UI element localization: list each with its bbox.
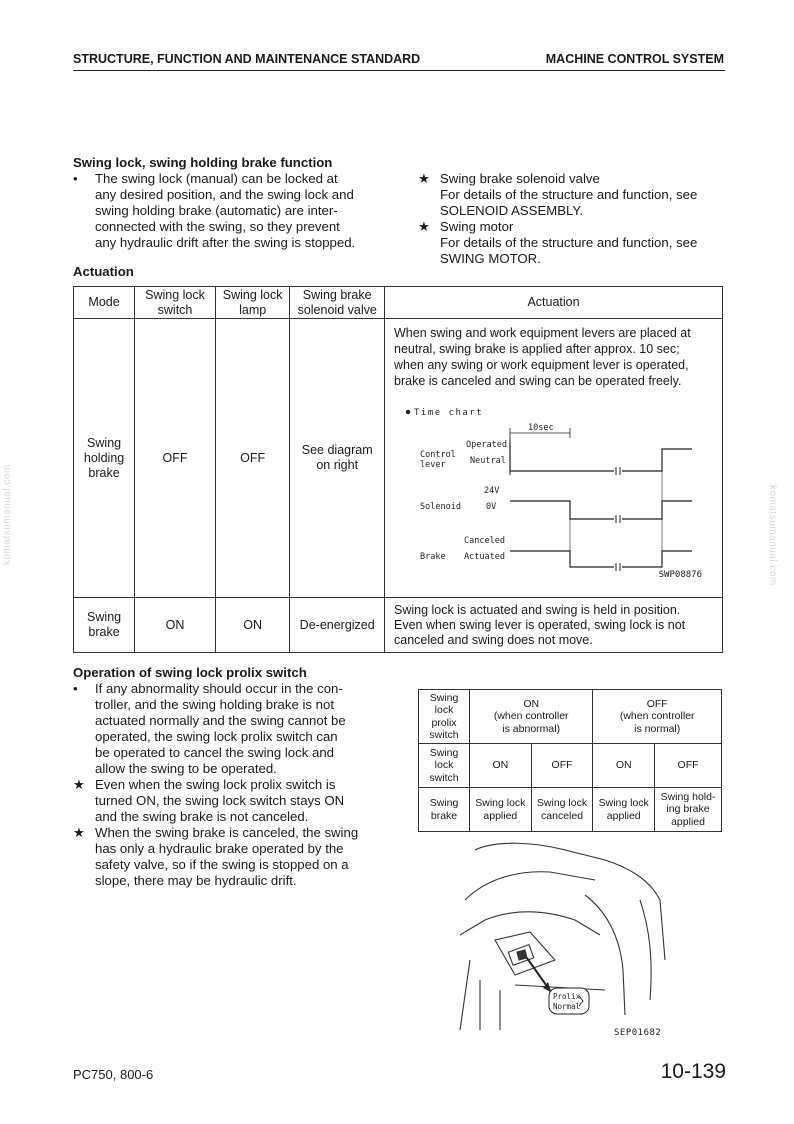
cell-switch: OFF	[135, 319, 216, 598]
text-line: Even when swing lever is operated, swing lock is not	[394, 617, 686, 632]
text-line: brake is canceled and swing can be operated freely.	[394, 374, 682, 388]
note-item: ★ When the swing brake is canceled, the swing has only a hydraulic brake operated by the safety valve, so if the swing is stopped on a slope, there may be hydraulic drift.	[73, 825, 359, 888]
cell-lamp: ON	[215, 598, 290, 653]
cell-actuation	[385, 598, 723, 653]
section-title: Operation of swing lock prolix switch	[73, 665, 307, 680]
prolix-switch-illustration	[455, 840, 675, 1040]
text-line: For details of the structure and function, see	[440, 235, 698, 250]
solenoid-label: Solenoid	[420, 502, 461, 512]
bullet-icon	[406, 410, 410, 414]
cell-off: OFF (when controller is normal)	[593, 690, 722, 744]
solenoid-signal	[510, 501, 614, 519]
chart-code: SWP08876	[658, 570, 702, 580]
header-switch: Swing lock switch	[135, 287, 216, 319]
text-line: connected with the swing, so they prevent	[95, 219, 340, 234]
table-cell: Swing lock canceled	[531, 788, 593, 832]
prolix-label: Prolix	[553, 992, 581, 1001]
text-line: SOLENOID ASSEMBLY.	[440, 203, 584, 218]
section-prolix	[73, 665, 383, 889]
star-mark: ★	[73, 777, 85, 792]
table-row	[419, 744, 722, 788]
table-row	[74, 598, 723, 653]
table-header-row	[74, 287, 723, 319]
row-label: Swing brake	[419, 788, 470, 832]
star-mark: ★	[73, 825, 85, 840]
text-line: swing holding brake (automatic) are inter-	[95, 203, 338, 218]
text-line: any desired position, and the swing lock and	[95, 187, 354, 202]
bullet-mark: •	[73, 171, 78, 186]
header-right: MACHINE CONTROL SYSTEM	[545, 52, 724, 66]
actuated-label: Actuated	[464, 552, 505, 562]
table-cell: Swing hold- ing brake applied	[655, 788, 722, 832]
text-line: Swing lock is actuated and swing is held in position.	[394, 602, 681, 617]
row-label: Swing lock prolix switch	[419, 690, 470, 744]
prolix-table	[418, 689, 722, 832]
table-row	[419, 788, 722, 832]
chart-title: Time chart	[414, 408, 484, 418]
text-line: When swing and work equipment levers are placed at	[394, 326, 691, 340]
time-chart	[394, 393, 714, 578]
control-lever-label: Control	[420, 450, 456, 460]
note-title: Swing brake solenoid valve	[440, 171, 600, 186]
actuation-heading: Actuation	[73, 264, 134, 279]
text-line: The swing lock (manual) can be locked at	[95, 171, 338, 186]
watermark-right: komatsumanual.com	[767, 485, 778, 586]
table-cell: Swing lock applied	[470, 788, 532, 832]
cell-mode: Swing brake	[74, 598, 135, 653]
section-swing-lock	[73, 155, 393, 251]
table-cell: OFF	[531, 744, 593, 788]
brake-signal	[510, 551, 614, 567]
star-mark: ★	[418, 219, 430, 234]
cell-switch: ON	[135, 598, 216, 653]
canceled-label: Canceled	[464, 536, 505, 546]
cell-valve: See diagram on right	[290, 319, 385, 598]
table-row	[419, 690, 722, 744]
table-cell: ON	[470, 744, 532, 788]
header-valve: Swing brake solenoid valve	[290, 287, 385, 319]
text-line: For details of the structure and function, see	[440, 187, 698, 202]
cell-mode: Swing holding brake	[74, 319, 135, 598]
cell-on: ON (when controller is abnormal)	[470, 690, 593, 744]
normal-label: Normal	[553, 1002, 581, 1011]
text-line: canceled and swing does not move.	[394, 632, 593, 647]
page-number: 10-139	[660, 1060, 726, 1083]
cell-actuation	[385, 319, 723, 598]
brake-label: Brake	[420, 552, 446, 562]
actuation-table	[73, 286, 723, 653]
text-line: SWING MOTOR.	[440, 251, 541, 266]
header-actuation: Actuation	[385, 287, 723, 319]
footer-model: PC750, 800-6	[73, 1067, 154, 1082]
text-line: any hydraulic drift after the swing is stopped.	[95, 235, 356, 250]
duration-label: 10sec	[528, 423, 554, 433]
v0-label: 0V	[486, 502, 497, 512]
header-mode: Mode	[74, 287, 135, 319]
text-line: neutral, swing brake is applied after approx. 10 sec;	[394, 342, 680, 356]
svg-text:lever: lever	[420, 460, 446, 470]
lever-signal	[510, 443, 614, 471]
table-cell: ON	[593, 744, 655, 788]
note-item	[418, 171, 728, 219]
note-item	[418, 219, 728, 267]
note-item: ★ Even when the swing lock prolix switch is turned ON, the swing lock switch stays ON and the swing brake is not canceled.	[73, 777, 345, 824]
header-left: STRUCTURE, FUNCTION AND MAINTENANCE STANDARD	[73, 52, 421, 66]
header-lamp: Swing lock lamp	[215, 287, 290, 319]
right-notes	[418, 171, 728, 267]
neutral-label: Neutral	[470, 456, 506, 466]
text-line: when any swing or work equipment lever is operated,	[394, 358, 689, 372]
watermark-left: komatsumanual.com	[2, 464, 13, 565]
bullet-mark: •	[73, 681, 78, 696]
section-title: Swing lock, swing holding brake function	[73, 155, 333, 170]
cell-lamp: OFF	[215, 319, 290, 598]
table-row	[74, 319, 723, 598]
note-title: Swing motor	[440, 219, 514, 234]
bullet-item	[73, 171, 393, 251]
header-rule	[73, 70, 725, 71]
table-cell: OFF	[655, 744, 722, 788]
row-label: Swing lock switch	[419, 744, 470, 788]
bullet-item: • If any abnormality should occur in the con- troller, and the swing holding brake is not actuated normally and the swing cannot be operated, the swing lock prolix switch can be operated to cancel the swing lock and allow the swing to be operated.	[73, 681, 346, 776]
table-cell: Swing lock applied	[593, 788, 655, 832]
v24-label: 24V	[484, 486, 500, 496]
star-mark: ★	[418, 171, 430, 186]
cell-valve: De-energized	[290, 598, 385, 653]
illustration-code: SEP01682	[614, 1028, 662, 1038]
operated-label: Operated	[466, 440, 507, 450]
